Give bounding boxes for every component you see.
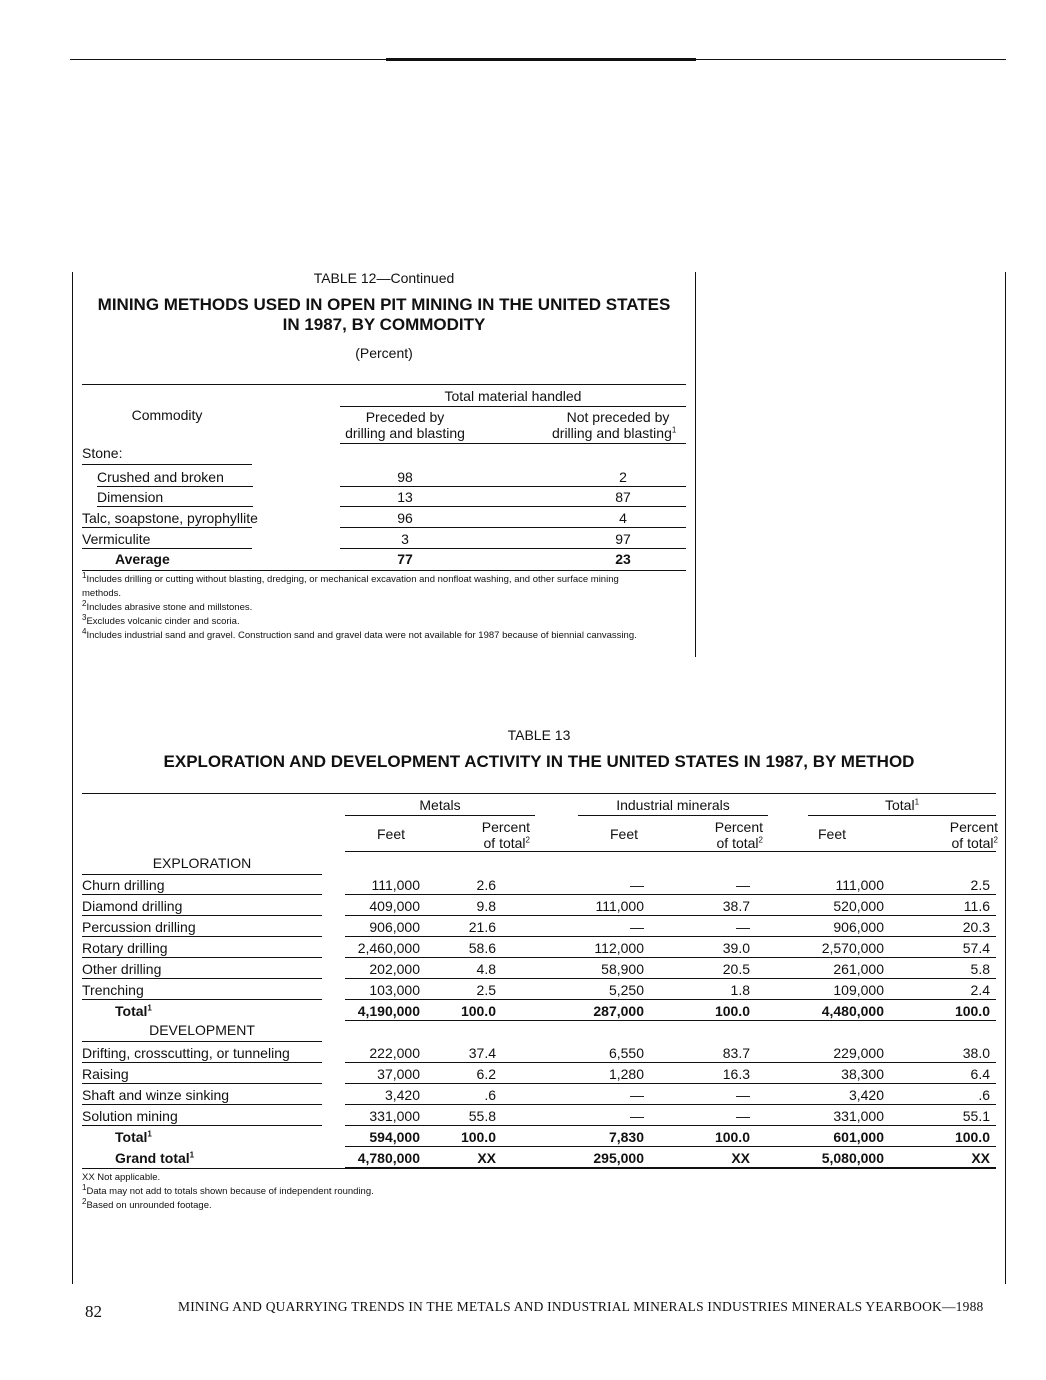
table-12-footnote [82,612,692,629]
right-column-rule [1005,272,1006,1284]
table-13-cell-m-feet: 37,000 [377,1066,420,1082]
table-12-row-rule [82,527,252,528]
table-12-row-label: Dimension [97,489,164,505]
table-13-row-label-text: Raising [82,1066,129,1082]
table-13-cell-i-pct: — [736,919,750,935]
table-12-footnote-text: Includes drilling or cutting without blasting, dredging, or mechanical excavation and nonfloat washing, and other surface mining [86,574,619,585]
table-13-footnote-text: Data may not add to totals shown because of independent rounding. [86,1186,374,1197]
table-13-cell-t-pct: 100.0 [954,1129,990,1145]
table-13-cell-i-pct: 83.7 [722,1045,750,1061]
table-12-not-preceded-header-2 [552,425,676,441]
table-13-row [82,875,996,895]
table-13-row-note: 1 [147,1129,152,1139]
table-13-section-development: DEVELOPMENT [149,1022,255,1038]
table-13-row-rule [345,915,996,916]
table-13-cell-i-feet: 6,550 [608,1045,644,1061]
table-13-cell-i-pct: 1.8 [730,982,750,998]
table-13-cell-m-pct: XX [477,1150,496,1166]
table-13-group-total [808,797,996,813]
table-13-development-rule [82,1041,322,1042]
table-13-footnote [82,1196,782,1213]
table-13-cell-i-feet: — [630,1087,644,1103]
table-12-row-preceded: 96 [397,510,413,526]
table-13-row-rule [82,936,322,937]
table-12-row-label: Crushed and broken [97,469,224,485]
table-13-row-label [82,938,168,958]
table-13-cell-m-feet: 4,190,000 [357,1003,420,1019]
table-12-average-label: Average [115,551,170,567]
table-13-footnote-mark: 2 [82,1196,87,1206]
table-13-row-rule [345,1146,996,1147]
table-13-cell-t-pct: 2.4 [970,982,990,998]
table-13-col-feet: Feet [376,826,405,842]
table-13-row-label-text: Shaft and winze sinking [82,1087,230,1103]
table-13-row-label-text: Other drilling [82,961,162,977]
page-number: 82 [85,1302,102,1321]
table-13-col-percent-note: 2 [525,835,530,845]
table-13-row-rule [82,1125,322,1126]
table-13-footnote-text: Based on unrounded footage. [86,1200,212,1211]
table-13-cell-i-pct: 39.0 [722,940,750,956]
table-13-row-rule [82,957,322,958]
table-13-col-percent: Percent [714,819,763,835]
table-13-row [82,959,996,979]
table-13-cell-m-feet: 4,780,000 [357,1150,420,1166]
table-13-cell-m-feet: 594,000 [369,1129,420,1145]
table-13-cell-m-pct: 58.6 [468,940,496,956]
table-13-cell-i-feet: 5,250 [608,982,644,998]
table-13-cell-m-feet: 222,000 [369,1045,420,1061]
table-13-row [82,896,996,916]
table-13-row-label [82,875,164,895]
table-12-footnote-mark: 3 [82,612,87,622]
table-13-cell-t-pct: 11.6 [963,898,990,914]
table-12-group-header: Total material handled [444,388,582,404]
table-13-header-rule [82,793,996,794]
table-13-cell-m-feet: 103,000 [369,982,420,998]
table-13-row-rule [345,1020,996,1021]
table-13-cell-t-pct: 38.0 [962,1045,990,1061]
table-13-cell-t-pct: 55.1 [962,1108,990,1124]
table-12-row-not-preceded: 87 [615,489,631,505]
table-13-row-rule [82,915,322,916]
table-12-row-not-preceded: 97 [615,531,631,547]
table-13-cell-i-pct: — [736,877,750,893]
table-13-row-label [82,1106,178,1126]
table-13-row [82,938,996,958]
table-13-cell-t-feet: 2,570,000 [821,940,884,956]
table-13-col-percent-of-total-text: of total [716,835,759,851]
table-13-cell-i-pct: XX [731,1150,750,1166]
table-13-group-rule-metals [345,815,535,816]
table-12-bottom-rule [82,570,686,571]
table-13-cell-t-pct: 5.8 [970,961,990,977]
table-13-row-rule [345,1125,996,1126]
table-13-group-total-note: 1 [914,797,920,807]
table-13-col-percent: Percent [481,819,530,835]
table-13-label: TABLE 13 [507,727,571,743]
table-13-footnotes [82,1171,782,1213]
table-13-cell-i-feet: 112,000 [594,940,644,956]
table-13-row-label-text: Total [115,1129,148,1145]
table-12-row [82,508,686,528]
table-13-row [82,1127,996,1147]
table-12-not-preceded-header-2-text: drilling and blasting [552,425,672,441]
table-12-footnote [82,570,692,587]
table-12-row [82,529,686,549]
table-13-cell-m-feet: 3,420 [384,1087,420,1103]
table-13-row-rule [345,1062,996,1063]
table-12-row-rule [340,506,686,507]
table-13-row [82,1085,996,1105]
table-13-bottom-rule [82,1168,996,1169]
table-13-col-percent-of-total [663,835,763,851]
table-12-row-rule [340,527,686,528]
table-13-row [82,1043,996,1063]
table-12-commodity-header: Commodity [131,407,203,423]
table-13-footnote [82,1171,782,1185]
table-13-cell-t-feet: 3,420 [848,1087,884,1103]
table-13-cell-m-pct: 100.0 [460,1129,496,1145]
table-12-average-not-preceded: 23 [615,551,631,567]
table-13-col-feet: Feet [818,826,847,842]
table-12-row-preceded: 98 [397,469,413,485]
table-13-cell-t-feet: 111,000 [835,877,884,893]
table-13-cell-m-pct: .6 [484,1087,496,1103]
top-rule-thick [386,58,696,61]
table-12-section-stone: Stone: [82,445,123,461]
table-13-group-industrial: Industrial minerals [616,797,730,813]
table-13-row [82,1001,996,1021]
table-13-cell-m-pct: 9.8 [476,898,496,914]
table-12-footnote-mark: 1 [82,570,87,580]
running-title: MINING AND QUARRYING TRENDS IN THE METALS AND INDUSTRIAL MINERALS INDUSTRIES MINERALS YEARBOOK—1988 [178,1299,984,1314]
table-13-row [82,1148,996,1168]
table-13-row-label-text: Solution mining [82,1108,178,1124]
table-13-row-label-text: Total [115,1003,148,1019]
table-13-col-percent-of-total [898,835,998,851]
table-13-cell-m-feet: 202,000 [369,961,420,977]
table-12-preceded-header-1: Preceded by [365,409,445,425]
table-12-row-label: Vermiculite [82,531,151,547]
table-13-row-label [82,1043,290,1063]
table-13-row-label [82,896,182,916]
table-13-row-note: 1 [147,1003,152,1013]
table-13-row-label [82,959,161,979]
table-13-row-rule [345,957,996,958]
table-13-cell-m-pct: 100.0 [460,1003,496,1019]
table-13-cell-i-feet: 7,830 [608,1129,644,1145]
table-12-footnote-text: Includes industrial sand and gravel. Construction sand and gravel data were not available for 1987 because of biennial canvassing. [86,630,637,641]
table-12-section-rule [82,464,252,465]
table-13-cell-t-feet: 229,000 [833,1045,884,1061]
table-13-cell-t-feet: 109,000 [833,982,884,998]
table-12-row-not-preceded: 4 [619,510,627,526]
table-12-row-label: Talc, soapstone, pyrophyllite [82,510,258,526]
table-12-footnote [82,598,692,615]
table-13-col-percent-note: 2 [758,835,763,845]
table-13-row-rule [345,1083,996,1084]
table-13-row [82,1064,996,1084]
table-13-row-label [115,1001,152,1021]
table-13-col-feet: Feet [609,826,638,842]
table-13-cell-i-feet: 111,000 [595,898,644,914]
table-12-average-preceded: 77 [397,551,413,567]
table-12-footnotes [82,570,692,643]
table-13-row-label-text: Diamond drilling [82,898,183,914]
table-13-row-rule [82,1083,322,1084]
table-13-row-rule [345,999,996,1000]
table-13-cell-i-feet: 1,280 [608,1066,644,1082]
table-13-row-rule [82,1062,322,1063]
table-13-cell-m-feet: 2,460,000 [357,940,420,956]
table-13-group-metals: Metals [419,797,461,813]
table-13-row-label [82,1085,229,1105]
table-12-title-line-2: IN 1987, BY COMMODITY [282,315,486,334]
table-13-col-percent-of-total [430,835,530,851]
table-13-cell-m-feet: 409,000 [369,898,420,914]
table-12-column-rule [340,443,686,444]
table-13-title: EXPLORATION AND DEVELOPMENT ACTIVITY IN THE UNITED STATES IN 1987, BY METHOD [163,752,915,771]
table-13-row-label [82,1064,129,1084]
table-13-cell-t-feet: 906,000 [833,919,884,935]
table-13-row-label [82,980,144,1000]
table-13-section-exploration: EXPLORATION [152,855,252,871]
table-13-row-note: 1 [189,1150,195,1160]
table-13-row-rule [82,894,322,895]
table-13-row-label-text: Rotary drilling [82,940,168,956]
table-13-cell-i-pct: 38.7 [722,898,750,914]
table-13-cell-t-pct: 100.0 [954,1003,990,1019]
table-13-cell-m-pct: 2.6 [476,877,496,893]
table-12-footnote-text: Excludes volcanic cinder and scoria. [86,616,240,627]
table-13-cell-t-feet: 331,000 [833,1108,884,1124]
table-13-cell-i-pct: 20.5 [722,961,750,977]
table-12-footnote [82,587,692,601]
table-13-row-label-text: Drifting, crosscutting, or tunneling [82,1045,290,1061]
table-13-cell-t-feet: 261,000 [833,961,884,977]
table-13-row-label [82,917,196,937]
table-12-average-row [82,549,686,569]
table-13-cell-i-feet: — [630,1108,644,1124]
table-13-cell-t-pct: 20.3 [962,919,990,935]
table-13-footnote-text: XX Not applicable. [82,1172,161,1183]
table-13-row-label-text: Percussion drilling [82,919,196,935]
table-13-row-label-text: Grand total [115,1150,190,1166]
table-13-cell-i-feet: 58,900 [601,961,644,977]
table-13-group-rule-total [808,815,996,816]
table-13-row-rule [345,894,996,895]
table-13-cell-i-feet: 295,000 [593,1150,644,1166]
table-13-cell-m-feet: 111,000 [371,877,420,893]
table-13-cell-m-pct: 21.6 [468,919,496,935]
table-13-cell-t-feet: 601,000 [833,1129,884,1145]
table-13-cell-t-pct: XX [971,1150,990,1166]
table-13-cell-m-pct: 2.5 [476,982,496,998]
table-13-row-label [115,1127,152,1147]
table-13-col-percent-note: 2 [993,835,998,845]
table-12-row-preceded: 3 [401,531,409,547]
table-13-cell-m-feet: 331,000 [369,1108,420,1124]
table-12-row-rule [97,506,253,507]
table-12-row-preceded: 13 [397,489,413,505]
table-12-footnote-text: Includes abrasive stone and millstones. [86,602,253,613]
left-column-rule [72,272,73,1284]
table-13-cell-t-feet: 520,000 [833,898,884,914]
table-12-row [82,487,686,507]
table-12-header-rule [82,384,686,385]
table-13-cell-t-pct: 6.4 [970,1066,990,1082]
table-13-cell-t-pct: 2.5 [970,877,990,893]
table-13-col-percent-of-total-text: of total [483,835,526,851]
table-13-cell-t-feet: 4,480,000 [821,1003,884,1019]
table-12-footnote-ref: 1 [671,425,677,435]
table-13-cell-i-pct: — [736,1087,750,1103]
table-13-cell-m-pct: 55.8 [468,1108,496,1124]
table-13-col-percent: Percent [949,819,998,835]
table-13-row [82,1106,996,1126]
table-13-cell-t-feet: 5,080,000 [821,1150,884,1166]
table-13-footnote [82,1182,782,1199]
table-12-not-preceded-header-1: Not preceded by [566,409,670,425]
table-13-cell-m-pct: 37.4 [468,1045,496,1061]
table-13-row-rule [345,936,996,937]
table-13-row-rule [82,999,322,1000]
table-13-cell-i-pct: 16.3 [722,1066,750,1082]
table-13-cell-i-pct: 100.0 [714,1129,750,1145]
table-12-group-rule [340,406,686,407]
table-13-cell-i-pct: — [736,1108,750,1124]
table-13-column-rule [345,851,996,852]
table-12-title-line-1: MINING METHODS USED IN OPEN PIT MINING IN THE UNITED STATES [97,295,671,314]
table-12-row [82,467,686,487]
table-13-cell-m-feet: 906,000 [369,919,420,935]
table-13-group-rule-industrial [578,815,768,816]
table-12-row-not-preceded: 2 [619,469,627,485]
table-13-cell-t-pct: .6 [978,1087,990,1103]
table-13-cell-t-feet: 38,300 [841,1066,884,1082]
table-13-group-total-text: Total [884,797,915,813]
table-13-cell-t-pct: 57.4 [962,940,990,956]
table-13-row [82,980,996,1000]
table-12-footnote-mark: 2 [82,598,87,608]
table-13-row-label [115,1148,194,1168]
table-12-preceded-header-2: drilling and blasting [345,425,465,441]
table-12-footnote-mark: 4 [82,626,87,636]
table-13-row-rule [82,1104,322,1105]
table-12-unit: (Percent) [355,345,413,361]
table-12-label: TABLE 12—Continued [313,270,455,286]
table-13-cell-m-pct: 6.2 [476,1066,496,1082]
table-13-footnote-mark: 1 [82,1182,87,1192]
table-13-row-rule [82,978,322,979]
table-13-row-label-text: Trenching [82,982,144,998]
table-13-row-rule [345,1104,996,1105]
table-13-cell-i-feet: — [630,919,644,935]
table-12-footnote-text: methods. [82,588,122,599]
table-13-cell-i-feet: 287,000 [593,1003,644,1019]
table-13-cell-i-feet: — [630,877,644,893]
middle-column-rule [695,272,696,657]
table-13-row [82,917,996,937]
table-13-row-label-text: Churn drilling [82,877,165,893]
table-13-row-rule [345,978,996,979]
table-13-col-percent-of-total-text: of total [951,835,994,851]
table-12-footnote [82,626,692,643]
table-13-cell-m-pct: 4.8 [476,961,496,977]
table-13-cell-i-pct: 100.0 [714,1003,750,1019]
